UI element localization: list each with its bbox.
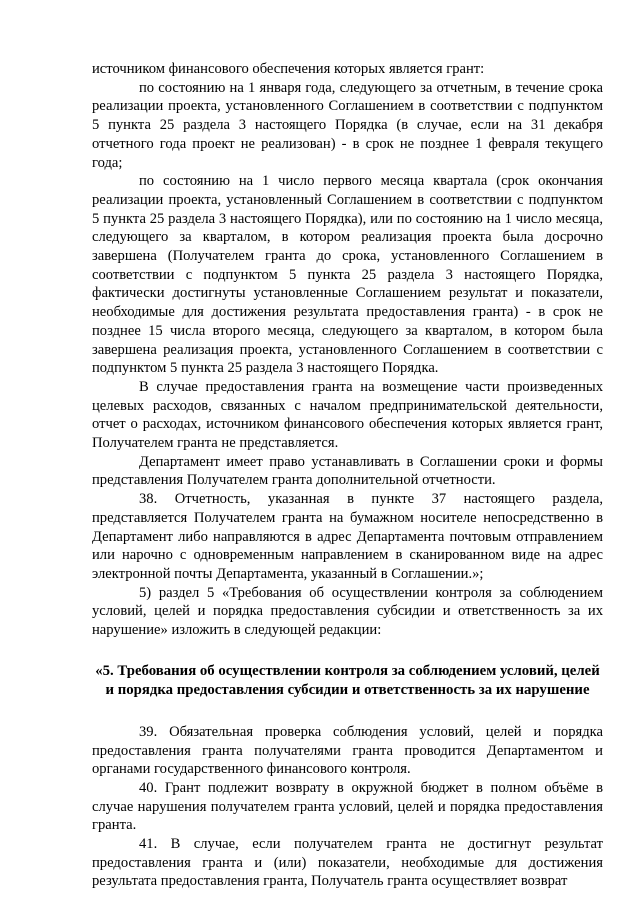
section-4-text bbox=[92, 60, 603, 640]
section-5-text bbox=[92, 723, 603, 891]
paragraph: 5) раздел 5 «Требования об осуществлении контроля за соблюдением условий, целей и порядка предоставления субсидии и ответственность за их нарушение» изложить в следующей редакции: bbox=[92, 584, 603, 639]
section-5-heading: «5. Требования об осуществлении контроля за соблюдением условий, целей и порядка предоставления субсидии и ответственность за их нарушение bbox=[95, 662, 600, 699]
paragraph: по состоянию на 1 число первого месяца квартала (срок окончания реализации проекта, установленный Соглашением в соответствии с подпунктом 5 пункта 25 раздела 3 настоящего Порядка), или по состоянию на 1 число месяца, следующего за кварталом, в котором реализация проекта была досрочно завершена (Получателем гранта до срока, установленного Соглашением в соответствии с подпунктом 5 пункта 25 раздела 3 настоящего Порядка, фактически достигнуты установленные Соглашением результат и показатели, необходимые для достижения результата предоставления гранта) - в срок не позднее 15 числа второго месяца, следующего за кварталом, в котором была завершена реализация проекта, установленного Соглашением в соответствии с подпунктом 5 пункта 25 раздела 3 настоящего Порядка. bbox=[92, 173, 603, 377]
paragraph: Департамент имеет право устанавливать в Соглашении сроки и формы представления Получателем гранта дополнительной отчетности. bbox=[92, 453, 603, 489]
paragraph: В случае предоставления гранта на возмещение части произведенных целевых расходов, связанных с началом предпринимательской деятельности, отчет о расходах, источником финансового обеспечения которых является грант, Получателем гранта не представляется. bbox=[92, 378, 603, 452]
paragraph: 40. Грант подлежит возврату в окружной бюджет в полном объёме в случае нарушения получателем гранта условий, целей и порядка предоставления гранта. bbox=[92, 779, 603, 834]
paragraph: 38. Отчетность, указанная в пункте 37 настоящего раздела, представляется Получателем гранта на бумажном носителе непосредственно в Департамент либо направляются в адрес Департамента почтовым отправлением или нарочно с одновременным направлением в сканированном виде на адрес электронной почты Департамента, указанный в Соглашении.»; bbox=[92, 491, 603, 582]
paragraph: 41. В случае, если получателем гранта не достигнут результат предоставления гранта и (или) показатели, необходимые для достижения результата предоставления гранта, Получатель гранта осуществляет возврат bbox=[92, 836, 603, 890]
paragraph: источником финансового обеспечения которых является грант: bbox=[92, 61, 485, 77]
paragraph: по состоянию на 1 января года, следующего за отчетным, в течение срока реализации проекта, установленного Соглашением в соответствии с подпунктом 5 пункта 25 раздела 3 настоящего Порядка (в случае, если на 31 декабря отчетного года проект не реализован) - в срок не позднее 1 февраля текущего года; bbox=[92, 79, 603, 171]
paragraph: 39. Обязательная проверка соблюдения условий, целей и порядка предоставления гранта получателями гранта проводится Департаментом и органами государственного финансового контроля. bbox=[92, 723, 603, 778]
document-page bbox=[92, 60, 603, 891]
